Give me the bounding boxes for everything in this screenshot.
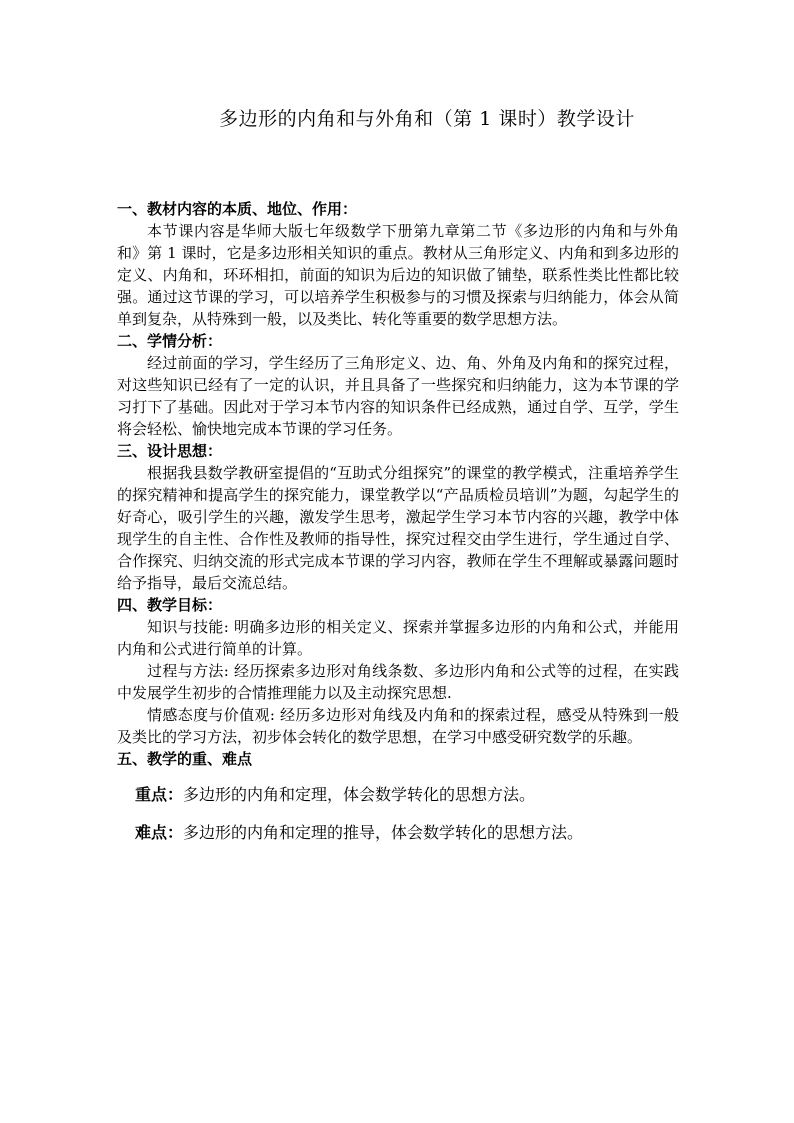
difficult-point [117, 822, 679, 844]
section-1-paragraph: 本节课内容是华师大版七年级数学下册第九章第二节《多边形的内角和与外角和》第 1 课时，它是多边形相关知识的重点。教材从三角形定义、内角和到多边形的定义、内角和，环环相扣，前面的知识为后边的知识做了铺垫，联系性类比性都比较强。通过这节课的学习，可以培养学生积极参与的习惯及探索与归纳能力，体会从简单到复杂，从特殊到一般，以及类比、转化等重要的数学思想方法。 [117, 222, 679, 328]
section-3-paragraph: 根据我县数学教研室提倡的“互助式分组探究”的课堂的教学模式，注重培养学生的探究精神和提高学生的探究能力，课堂教学以“产品质检员培训”为题，勾起学生的好奇心，吸引学生的兴趣，激发学生思考，激起学生学习本节内容的兴趣，教学中体现学生的自主性、合作性及教师的指导性，探究过程交由学生进行，学生通过自学、合作探究、归纳交流的形式完成本节课的学习内容，教师在学生不理解或暴露问题时给予指导，最后交流总结。 [117, 464, 679, 592]
document-body [117, 198, 679, 844]
section-1-heading: 一、教材内容的本质、地位、作用： [117, 200, 358, 218]
difficult-point-label: 难点： [135, 823, 184, 842]
section-5-heading: 五、教学的重、难点 [117, 750, 253, 768]
section-3-heading: 三、设计思想： [117, 442, 223, 460]
key-point-text: 多边形的内角和定理，体会数学转化的思想方法。 [183, 785, 536, 804]
section-2-heading: 二、学情分析： [117, 332, 223, 350]
section-2-paragraph: 经过前面的学习，学生经历了三角形定义、边、角、外角及内角和的探究过程，对这些知识已经有了一定的认识，并且具备了一些探究和归纳能力，这为本节课的学习打下了基础。因此对于学习本节内容的知识条件已经成熟，通过自学、互学，学生将会轻松、愉快地完成本节课的学习任务。 [117, 354, 679, 438]
key-point-label: 重点： [135, 785, 184, 804]
objective-attitude-values: 情感态度与价值观: 经历多边形对角线及内角和的探索过程，感受从特殊到一般及类比的学习方法，初步体会转化的数学思想，在学习中感受研究数学的乐趣。 [117, 706, 679, 746]
section-4-heading: 四、教学目标： [117, 596, 223, 614]
difficult-point-text: 多边形的内角和定理的推导，体会数学转化的思想方法。 [183, 823, 584, 842]
document-title: 多边形的内角和与外角和（第 1 课时）教学设计 [219, 108, 635, 130]
objective-process-method: 过程与方法: 经历探索多边形对角线条数、多边形内角和公式等的过程，在实践中发展学生初步的合情推理能力以及主动探究思想. [117, 662, 679, 702]
key-point [117, 784, 679, 806]
objective-knowledge-skills: 知识与技能: 明确多边形的相关定义、探索并掌握多边形的内角和公式，并能用内角和公式进行简单的计算。 [117, 618, 679, 658]
